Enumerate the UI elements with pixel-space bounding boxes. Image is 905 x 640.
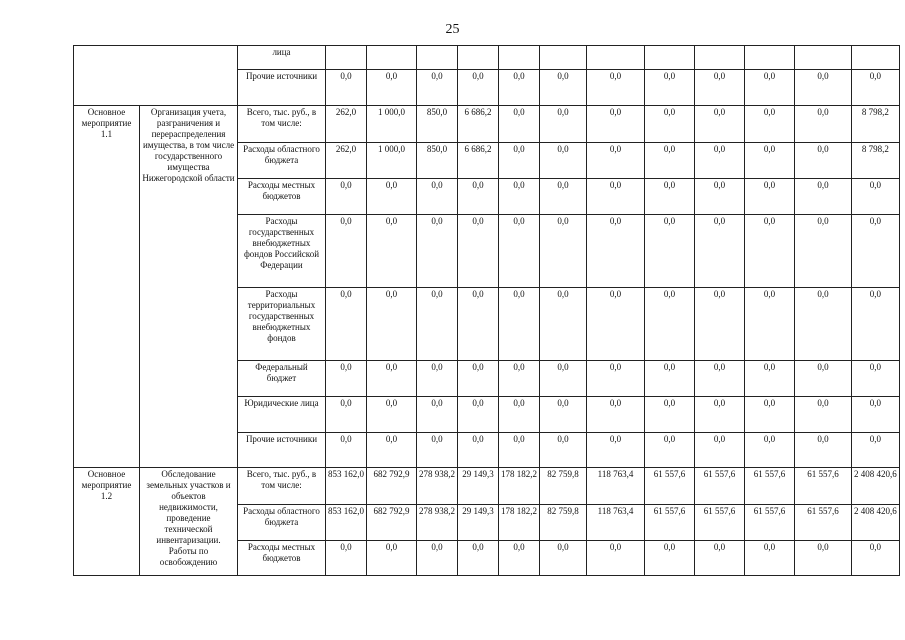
value-cell: 0,0 bbox=[367, 397, 417, 433]
value-cell: 0,0 bbox=[540, 179, 587, 215]
source-label-cell: Прочие источники bbox=[238, 433, 326, 468]
value-cell: 0,0 bbox=[745, 70, 795, 106]
value-cell: 61 557,6 bbox=[795, 505, 852, 541]
value-cell: 0,0 bbox=[852, 433, 900, 468]
value-cell bbox=[367, 46, 417, 70]
source-label-cell: Федеральный бюджет bbox=[238, 361, 326, 397]
value-cell: 0,0 bbox=[540, 288, 587, 361]
measure-name-cell: Организация учета, разграничения и перераспределения имущества, в том числе государственного имущества Нижегородской области bbox=[140, 106, 238, 468]
value-cell: 61 557,6 bbox=[645, 468, 695, 505]
value-cell: 0,0 bbox=[367, 288, 417, 361]
value-cell: 853 162,0 bbox=[326, 505, 367, 541]
value-cell: 0,0 bbox=[795, 433, 852, 468]
value-cell: 0,0 bbox=[695, 361, 745, 397]
value-cell: 0,0 bbox=[417, 433, 458, 468]
value-cell: 6 686,2 bbox=[458, 143, 499, 179]
value-cell: 0,0 bbox=[587, 179, 645, 215]
value-cell: 0,0 bbox=[326, 288, 367, 361]
source-label-cell: Прочие источники bbox=[238, 70, 326, 106]
value-cell: 0,0 bbox=[645, 361, 695, 397]
measure-name-cell: Обследование земельных участков и объектов недвижимости, проведение технической инвентаризации. Работы по освобождению bbox=[140, 468, 238, 576]
value-cell: 0,0 bbox=[695, 143, 745, 179]
source-label-cell: Расходы местных бюджетов bbox=[238, 541, 326, 576]
value-cell: 0,0 bbox=[795, 143, 852, 179]
value-cell: 0,0 bbox=[540, 361, 587, 397]
value-cell: 118 763,4 bbox=[587, 505, 645, 541]
value-cell: 0,0 bbox=[458, 433, 499, 468]
value-cell: 2 408 420,6 bbox=[852, 505, 900, 541]
value-cell: 0,0 bbox=[695, 215, 745, 288]
value-cell: 0,0 bbox=[417, 70, 458, 106]
value-cell bbox=[417, 46, 458, 70]
value-cell: 0,0 bbox=[852, 288, 900, 361]
value-cell: 0,0 bbox=[458, 70, 499, 106]
value-cell: 0,0 bbox=[417, 361, 458, 397]
value-cell: 29 149,3 bbox=[458, 468, 499, 505]
value-cell: 0,0 bbox=[852, 70, 900, 106]
value-cell bbox=[326, 46, 367, 70]
value-cell: 262,0 bbox=[326, 106, 367, 143]
value-cell: 0,0 bbox=[540, 143, 587, 179]
value-cell: 61 557,6 bbox=[745, 468, 795, 505]
value-cell: 0,0 bbox=[499, 288, 540, 361]
value-cell: 29 149,3 bbox=[458, 505, 499, 541]
measure-code-cell: Основное мероприятие 1.2 bbox=[74, 468, 140, 576]
value-cell: 0,0 bbox=[587, 70, 645, 106]
value-cell bbox=[695, 46, 745, 70]
value-cell: 0,0 bbox=[795, 179, 852, 215]
value-cell: 0,0 bbox=[645, 70, 695, 106]
value-cell: 2 408 420,6 bbox=[852, 468, 900, 505]
value-cell: 0,0 bbox=[540, 433, 587, 468]
page-number: 25 bbox=[445, 22, 460, 37]
value-cell bbox=[645, 46, 695, 70]
value-cell: 0,0 bbox=[645, 541, 695, 576]
value-cell: 0,0 bbox=[795, 541, 852, 576]
value-cell: 0,0 bbox=[367, 215, 417, 288]
value-cell: 0,0 bbox=[458, 541, 499, 576]
value-cell: 0,0 bbox=[326, 541, 367, 576]
value-cell: 850,0 bbox=[417, 106, 458, 143]
source-label-cell: Расходы областного бюджета bbox=[238, 143, 326, 179]
value-cell: 0,0 bbox=[540, 541, 587, 576]
value-cell: 0,0 bbox=[499, 433, 540, 468]
value-cell: 0,0 bbox=[695, 106, 745, 143]
value-cell: 0,0 bbox=[587, 215, 645, 288]
source-label-cell: Расходы государственных внебюджетных фондов Российской Федерации bbox=[238, 215, 326, 288]
value-cell: 0,0 bbox=[367, 361, 417, 397]
value-cell: 61 557,6 bbox=[695, 505, 745, 541]
table-row bbox=[74, 468, 900, 505]
empty-code-name-cell bbox=[74, 46, 238, 106]
value-cell: 0,0 bbox=[499, 541, 540, 576]
value-cell: 850,0 bbox=[417, 143, 458, 179]
value-cell: 0,0 bbox=[852, 541, 900, 576]
value-cell: 0,0 bbox=[795, 361, 852, 397]
value-cell: 0,0 bbox=[326, 70, 367, 106]
value-cell: 682 792,9 bbox=[367, 505, 417, 541]
value-cell: 0,0 bbox=[852, 397, 900, 433]
table-row bbox=[74, 106, 900, 143]
value-cell: 0,0 bbox=[745, 106, 795, 143]
value-cell: 0,0 bbox=[458, 215, 499, 288]
value-cell: 0,0 bbox=[499, 106, 540, 143]
value-cell: 0,0 bbox=[367, 70, 417, 106]
source-label-cell: лица bbox=[238, 46, 326, 70]
value-cell: 0,0 bbox=[695, 433, 745, 468]
value-cell: 0,0 bbox=[695, 541, 745, 576]
value-cell: 0,0 bbox=[745, 397, 795, 433]
value-cell: 118 763,4 bbox=[587, 468, 645, 505]
value-cell: 0,0 bbox=[458, 361, 499, 397]
value-cell: 0,0 bbox=[795, 106, 852, 143]
value-cell: 6 686,2 bbox=[458, 106, 499, 143]
value-cell: 0,0 bbox=[499, 361, 540, 397]
value-cell: 0,0 bbox=[499, 397, 540, 433]
value-cell: 0,0 bbox=[417, 288, 458, 361]
value-cell: 0,0 bbox=[695, 70, 745, 106]
value-cell: 0,0 bbox=[326, 397, 367, 433]
source-label-cell: Расходы областного бюджета bbox=[238, 505, 326, 541]
value-cell: 0,0 bbox=[499, 70, 540, 106]
value-cell bbox=[458, 46, 499, 70]
value-cell: 1 000,0 bbox=[367, 106, 417, 143]
value-cell: 0,0 bbox=[795, 397, 852, 433]
budget-table bbox=[73, 45, 900, 576]
value-cell: 0,0 bbox=[417, 397, 458, 433]
value-cell: 0,0 bbox=[745, 433, 795, 468]
value-cell: 0,0 bbox=[540, 397, 587, 433]
value-cell: 0,0 bbox=[795, 70, 852, 106]
value-cell bbox=[499, 46, 540, 70]
value-cell: 0,0 bbox=[587, 288, 645, 361]
value-cell: 262,0 bbox=[326, 143, 367, 179]
value-cell: 0,0 bbox=[745, 179, 795, 215]
value-cell bbox=[745, 46, 795, 70]
value-cell: 0,0 bbox=[458, 179, 499, 215]
value-cell: 0,0 bbox=[458, 397, 499, 433]
value-cell: 0,0 bbox=[499, 179, 540, 215]
value-cell: 0,0 bbox=[367, 541, 417, 576]
value-cell: 0,0 bbox=[587, 541, 645, 576]
value-cell: 61 557,6 bbox=[695, 468, 745, 505]
source-label-cell: Расходы местных бюджетов bbox=[238, 179, 326, 215]
value-cell: 0,0 bbox=[645, 106, 695, 143]
value-cell: 178 182,2 bbox=[499, 468, 540, 505]
value-cell: 682 792,9 bbox=[367, 468, 417, 505]
value-cell: 0,0 bbox=[852, 215, 900, 288]
value-cell: 0,0 bbox=[795, 288, 852, 361]
value-cell: 0,0 bbox=[745, 143, 795, 179]
source-label-cell: Юридические лица bbox=[238, 397, 326, 433]
value-cell: 0,0 bbox=[326, 433, 367, 468]
value-cell: 0,0 bbox=[645, 397, 695, 433]
value-cell: 0,0 bbox=[587, 106, 645, 143]
value-cell: 61 557,6 bbox=[745, 505, 795, 541]
value-cell: 0,0 bbox=[645, 288, 695, 361]
value-cell: 82 759,8 bbox=[540, 468, 587, 505]
value-cell bbox=[587, 46, 645, 70]
value-cell: 0,0 bbox=[417, 215, 458, 288]
value-cell: 0,0 bbox=[499, 143, 540, 179]
value-cell: 0,0 bbox=[587, 143, 645, 179]
source-label-cell: Расходы территориальных государственных внебюджетных фондов bbox=[238, 288, 326, 361]
value-cell: 0,0 bbox=[745, 215, 795, 288]
value-cell: 278 938,2 bbox=[417, 468, 458, 505]
source-label-cell: Всего, тыс. руб., в том числе: bbox=[238, 106, 326, 143]
value-cell: 0,0 bbox=[326, 215, 367, 288]
budget-table-body bbox=[74, 46, 900, 576]
value-cell: 0,0 bbox=[645, 179, 695, 215]
value-cell: 61 557,6 bbox=[795, 468, 852, 505]
value-cell: 0,0 bbox=[540, 70, 587, 106]
value-cell: 1 000,0 bbox=[367, 143, 417, 179]
value-cell: 0,0 bbox=[695, 288, 745, 361]
value-cell: 178 182,2 bbox=[499, 505, 540, 541]
value-cell: 0,0 bbox=[417, 541, 458, 576]
value-cell: 853 162,0 bbox=[326, 468, 367, 505]
value-cell: 278 938,2 bbox=[417, 505, 458, 541]
value-cell: 0,0 bbox=[852, 179, 900, 215]
value-cell: 0,0 bbox=[645, 433, 695, 468]
value-cell: 0,0 bbox=[587, 361, 645, 397]
value-cell: 0,0 bbox=[417, 179, 458, 215]
value-cell: 0,0 bbox=[587, 397, 645, 433]
value-cell: 82 759,8 bbox=[540, 505, 587, 541]
value-cell: 0,0 bbox=[852, 361, 900, 397]
value-cell: 0,0 bbox=[367, 179, 417, 215]
value-cell: 0,0 bbox=[540, 106, 587, 143]
table-row bbox=[74, 46, 900, 70]
value-cell: 0,0 bbox=[745, 541, 795, 576]
value-cell: 61 557,6 bbox=[645, 505, 695, 541]
value-cell bbox=[540, 46, 587, 70]
value-cell: 0,0 bbox=[745, 361, 795, 397]
value-cell: 0,0 bbox=[499, 215, 540, 288]
value-cell bbox=[852, 46, 900, 70]
value-cell: 0,0 bbox=[458, 288, 499, 361]
value-cell: 0,0 bbox=[795, 215, 852, 288]
source-label-cell: Всего, тыс. руб., в том числе: bbox=[238, 468, 326, 505]
value-cell: 0,0 bbox=[695, 397, 745, 433]
value-cell: 0,0 bbox=[645, 143, 695, 179]
value-cell: 0,0 bbox=[326, 361, 367, 397]
value-cell: 8 798,2 bbox=[852, 106, 900, 143]
value-cell: 0,0 bbox=[695, 179, 745, 215]
value-cell: 0,0 bbox=[645, 215, 695, 288]
value-cell: 0,0 bbox=[326, 179, 367, 215]
value-cell: 0,0 bbox=[540, 215, 587, 288]
measure-code-cell: Основное мероприятие 1.1 bbox=[74, 106, 140, 468]
value-cell: 0,0 bbox=[745, 288, 795, 361]
value-cell: 0,0 bbox=[587, 433, 645, 468]
value-cell: 8 798,2 bbox=[852, 143, 900, 179]
value-cell bbox=[795, 46, 852, 70]
value-cell: 0,0 bbox=[367, 433, 417, 468]
